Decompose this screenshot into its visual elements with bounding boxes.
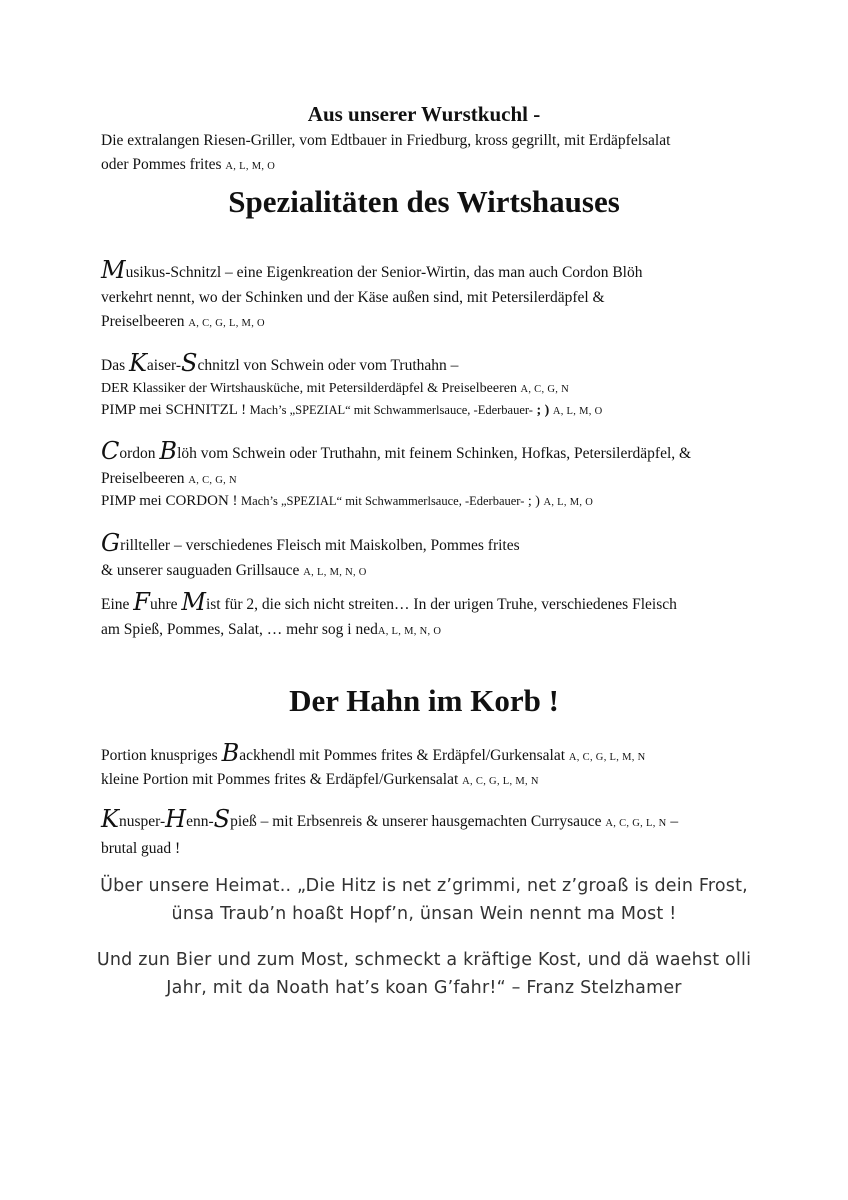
- kaiser-line-2: [101, 381, 569, 397]
- allergen-codes: A, L, M, N, O: [377, 626, 442, 637]
- musikus-line-2: verkehrt nennt, wo der Schinken und der Käse außen sind, mit Petersilerdäpfel &: [101, 289, 605, 306]
- allergen-codes: A, C, G, N: [520, 384, 569, 395]
- spezial-heading: Spezialitäten des Wirtshauses: [228, 184, 620, 219]
- wurst-line-2: [101, 156, 275, 174]
- musikus-initial: M: [101, 256, 126, 284]
- backhendl-pre: Portion knuspriges: [101, 747, 222, 764]
- wurst-text-2: oder Pommes frites: [101, 156, 222, 173]
- musikus-text-3: Preiselbeeren: [101, 313, 185, 330]
- grill-initial: G: [101, 529, 121, 557]
- kaiser-pimp-line: [101, 402, 602, 419]
- kaiser-initial-s: S: [181, 349, 198, 377]
- quote-line-2: ünsa Traub’n hoaßt Hopf’n, ünsan Wein nennt ma Most !: [171, 904, 677, 924]
- kaiser-post: chnitzl von Schwein oder vom Truthahn –: [197, 357, 459, 374]
- backhendl-initial: B: [221, 739, 240, 767]
- cordon-post: löh vom Schwein oder Truthahn, mit feinem Schinken, Hofkas, Petersilerdäpfel, &: [177, 445, 692, 462]
- pimp-wink: ; ): [527, 494, 540, 509]
- spiess-line-1: [101, 806, 678, 831]
- spiess-initial-h: H: [165, 805, 187, 833]
- fuhre-line-2: [101, 621, 441, 639]
- cordon-line-1: [101, 438, 691, 463]
- fuhre-post: ist für 2, die sich nicht streiten… In der urigen Truhe, verschiedenes Fleisch: [205, 596, 677, 613]
- backhendl-line: [101, 740, 645, 765]
- musikus-line-3: [101, 313, 265, 331]
- grill-text-2: & unserer sauguaden Grillsauce: [101, 562, 300, 579]
- fuhre-initial-m: M: [181, 588, 206, 616]
- quote-line-1: Über unsere Heimat.. „Die Hitz is net z’grimmi, net z’groaß is dein Frost,: [100, 876, 748, 896]
- cordon-line-2: [101, 470, 237, 488]
- allergen-codes: A, L, M, O: [552, 406, 603, 417]
- backhendl-post: ackhendl mit Pommes frites & Erdäpfel/Gurkensalat: [239, 747, 566, 764]
- kaiser-text-2: DER Klassiker der Wirtshausküche, mit Petersilderdäpfel & Preiselbeeren: [101, 381, 517, 396]
- cordon-mid: ordon: [119, 445, 160, 462]
- pimp-label: PIMP mei CORDON !: [101, 493, 238, 509]
- kleine-portion-text: kleine Portion mit Pommes frites & Erdäpfel/Gurkensalat: [101, 771, 459, 788]
- quote-line-4: Jahr, mit da Noath hat’s koan G’fahr!“ – Franz Stelzhamer: [166, 978, 682, 998]
- allergen-codes: A, L, M, O: [225, 161, 276, 172]
- kaiser-pre: Das: [101, 357, 129, 374]
- fuhre-line-1: [101, 589, 677, 614]
- grill-line-1: [101, 530, 520, 555]
- allergen-codes: A, C, G, N: [188, 475, 237, 486]
- kleine-portion-line: [101, 771, 539, 789]
- pimp-note: Mach’s „SPEZIAL“ mit Schwammerlsauce, -Ederbauer-: [241, 494, 525, 508]
- grill-text-1: rillteller – verschiedenes Fleisch mit Maiskolben, Pommes frites: [120, 537, 520, 554]
- kaiser-mid: aiser-: [146, 357, 182, 374]
- pimp-label: PIMP mei SCHNITZL !: [101, 402, 247, 418]
- allergen-codes: A, C, G, L, M, N: [568, 752, 646, 763]
- spiess-post: pieß – mit Erbsenreis & unserer hausgemachten Currysauce: [230, 813, 602, 830]
- allergen-codes: A, L, M, N, O: [303, 567, 367, 578]
- allergen-codes: A, C, G, L, M, N: [462, 776, 539, 787]
- kaiser-line-1: [101, 350, 458, 375]
- grill-line-2: [101, 562, 367, 580]
- allergen-codes: A, C, G, L, M, O: [188, 318, 265, 329]
- spiess-line-2: brutal guad !: [101, 840, 181, 857]
- quote-line-3: Und zun Bier und zum Most, schmeckt a kräftige Kost, und dä waehst olli: [96, 950, 752, 970]
- fuhre-initial-f: F: [133, 588, 150, 616]
- cordon-pimp-line: [101, 493, 593, 510]
- fuhre-pre: Eine: [101, 596, 134, 613]
- kaiser-initial-k: K: [128, 349, 147, 377]
- spiess-initial-s: S: [213, 805, 231, 833]
- spiess-dash: –: [666, 813, 679, 830]
- spiess-initial-k: K: [101, 805, 119, 833]
- cordon-initial-b: B: [159, 437, 178, 465]
- wurst-line-1: Die extralangen Riesen-Griller, vom Edtbauer in Friedburg, kross gegrillt, mit Erdäpfelsalat: [101, 132, 671, 149]
- musikus-text-1: usikus-Schnitzl – eine Eigenkreation der Senior-Wirtin, das man auch Cordon Blöh: [125, 264, 643, 281]
- spiess-mid-2: enn-: [186, 813, 214, 830]
- hahn-heading: Der Hahn im Korb !: [289, 683, 559, 718]
- fuhre-text-2: am Spieß, Pommes, Salat, … mehr sog i ned: [101, 621, 378, 638]
- pimp-note: Mach’s „SPEZIAL“ mit Schwammerlsauce, -Ederbauer-: [249, 403, 533, 417]
- spiess-mid-1: nusper-: [118, 813, 166, 830]
- cordon-text-2: Preiselbeeren: [101, 470, 185, 487]
- pimp-wink: ; ): [536, 403, 550, 418]
- wurst-heading: Aus unserer Wurstkuchl -: [307, 102, 541, 126]
- cordon-initial-c: C: [101, 437, 120, 465]
- musikus-line-1: [101, 257, 643, 282]
- allergen-codes: A, L, M, O: [543, 497, 594, 508]
- allergen-codes: A, C, G, L, N: [605, 818, 667, 829]
- fuhre-mid: uhre: [149, 596, 182, 613]
